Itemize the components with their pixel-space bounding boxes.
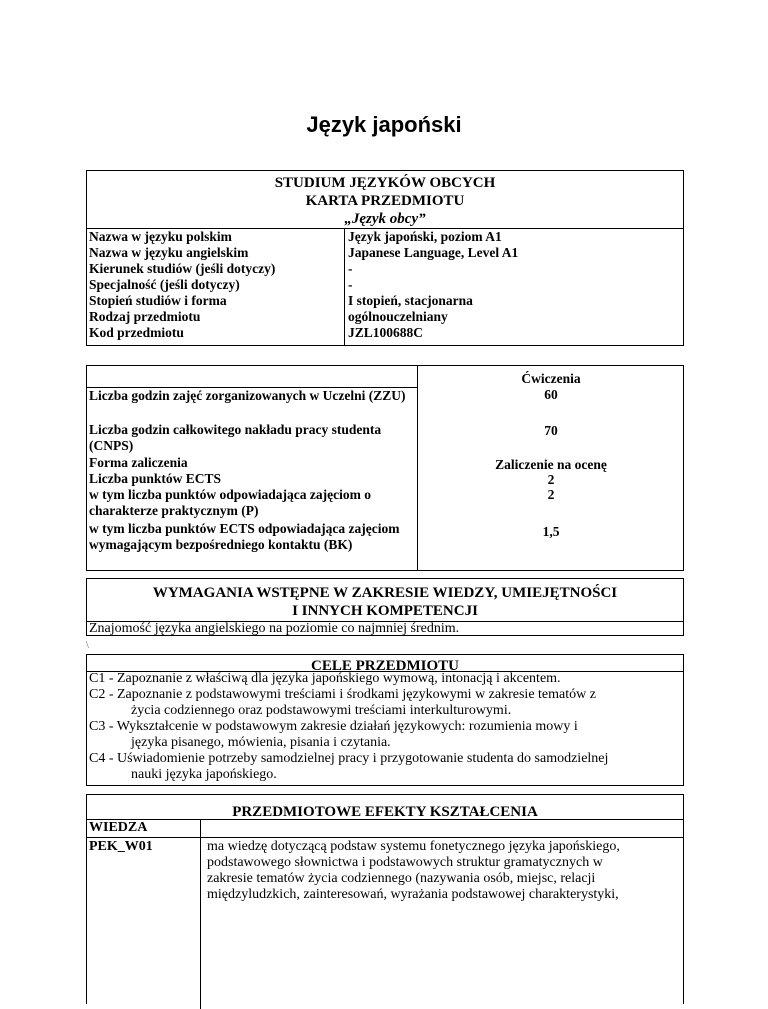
card-row-value: - <box>348 277 353 292</box>
hours-ects-label: Liczba punktów ECTS <box>89 471 222 486</box>
outcomes-section <box>86 794 684 1004</box>
requirements-section <box>86 578 684 636</box>
hours-zzu-value: 60 <box>544 387 558 402</box>
card-row-key: Specjalność (jeśli dotyczy) <box>89 277 240 292</box>
card-row <box>87 229 683 245</box>
goal-item-continuation: języka pisanego, mówienia, pisania i czytania. <box>131 735 391 750</box>
card-row-value: Japanese Language, Level A1 <box>348 245 519 260</box>
requirements-text: Znajomość języka angielskiego na poziomie co najmniej średnim. <box>89 621 460 636</box>
hours-bk-label: w tym liczba punktów ECTS odpowiadająca zajęciom wymagającym bezpośredniego kontaktu (BK) <box>89 521 400 552</box>
outcomes-divider <box>87 819 683 820</box>
card-rows <box>87 229 683 341</box>
card-row-value: - <box>348 261 353 276</box>
card-row-value: JZL100688C <box>348 325 424 340</box>
outcome-description-line: zakresie tematów życia codziennego (nazywania osób, miejsc, relacji <box>207 871 596 886</box>
card-row <box>87 325 683 341</box>
goal-item: C2 - Zapoznanie z podstawowymi treściami i środkami językowymi w zakresie tematów z <box>89 687 596 702</box>
card-row <box>87 277 683 293</box>
requirements-title-line: I INNYCH KOMPETENCJI <box>292 603 478 619</box>
card-header-subtitle: „Język obcy” <box>344 211 426 227</box>
card-row-key: Kod przedmiotu <box>89 325 184 340</box>
requirements-title-line: WYMAGANIA WSTĘPNE W ZAKRESIE WIEDZY, UMIEJĘTNOŚCI <box>152 585 618 601</box>
card-header <box>87 174 683 228</box>
hours-cnps-value: 70 <box>544 423 558 438</box>
hours-forma-value: Zaliczenie na ocenę <box>495 457 607 472</box>
card-row <box>87 245 683 261</box>
card-row-value: Język japoński, poziom A1 <box>348 229 502 244</box>
page-title: Język japoński <box>306 112 462 137</box>
hours-table <box>86 365 684 571</box>
card-row-key: Stopień studiów i forma <box>89 293 227 308</box>
outcomes-section-label: WIEDZA <box>89 820 148 835</box>
goals-section <box>86 654 684 786</box>
hours-bk-value: 1,5 <box>542 524 560 539</box>
outcome-description-line: międzyludzkich, zainteresowań, wyrażania podstawowej charakterystyki, <box>207 887 619 902</box>
goal-item: C4 - Uświadomienie potrzeby samodzielnej pracy i przygotowanie studenta do samodzielnej <box>89 751 609 766</box>
goal-item-continuation: życia codziennego oraz podstawowymi treściami interkulturowymi. <box>131 703 512 718</box>
card-header-title: KARTA PRZEDMIOTU <box>305 193 465 209</box>
outcomes-divider <box>87 837 683 838</box>
outcome-description-line: podstawowego słownictwa i podstawowych struktur gramatycznych w <box>207 855 603 870</box>
stray-mark: \ <box>86 640 89 651</box>
hours-forma-label: Forma zaliczenia <box>89 455 188 470</box>
card-header-institution: STUDIUM JĘZYKÓW OBCYCH <box>274 175 496 191</box>
goal-item: C3 - Wykształcenie w podstawowym zakresie działań językowych: rozumienia mowy i <box>89 719 578 734</box>
hours-practical-label: w tym liczba punktów odpowiadająca zajęciom o charakterze praktycznym (P) <box>89 487 371 518</box>
hours-practical-value: 2 <box>547 487 555 502</box>
card-row <box>87 309 683 325</box>
course-card <box>86 170 684 346</box>
outcome-description-line: ma wiedzę dotyczącą podstaw systemu fonetycznego języka japońskiego, <box>207 839 620 854</box>
hours-zzu-label: Liczba godzin zajęć zorganizowanych w Uczelni (ZZU) <box>89 388 406 403</box>
requirements-title <box>87 584 683 620</box>
card-row-key: Nazwa w języku polskim <box>89 229 232 244</box>
hours-cnps-label: Liczba godzin całkowitego nakładu pracy studenta (CNPS) <box>89 422 382 453</box>
goal-item: C1 - Zapoznanie z właściwą dla języka japońskiego wymową, intonacją i akcentem. <box>89 671 561 686</box>
card-row-key: Nazwa w języku angielskim <box>89 245 249 260</box>
outcomes-title: PRZEDMIOTOWE EFEKTY KSZTAŁCENIA <box>232 804 538 820</box>
goals-title: CELE PRZEDMIOTU <box>311 658 459 674</box>
goal-item-continuation: nauki języka japońskiego. <box>131 767 277 782</box>
card-row <box>87 261 683 277</box>
hours-ects-value: 2 <box>547 472 555 487</box>
outcome-description <box>207 839 677 903</box>
outcome-code: PEK_W01 <box>89 839 153 854</box>
outcomes-column-divider <box>200 819 201 1009</box>
goals-list <box>89 671 683 783</box>
card-row-value: I stopień, stacjonarna <box>348 293 473 308</box>
card-row <box>87 293 683 309</box>
card-row-key: Kierunek studiów (jeśli dotyczy) <box>89 261 276 276</box>
card-row-value: ogólnouczelniany <box>348 309 448 324</box>
card-row-key: Rodzaj przedmiotu <box>89 309 201 324</box>
hours-column-header: Ćwiczenia <box>521 371 581 386</box>
